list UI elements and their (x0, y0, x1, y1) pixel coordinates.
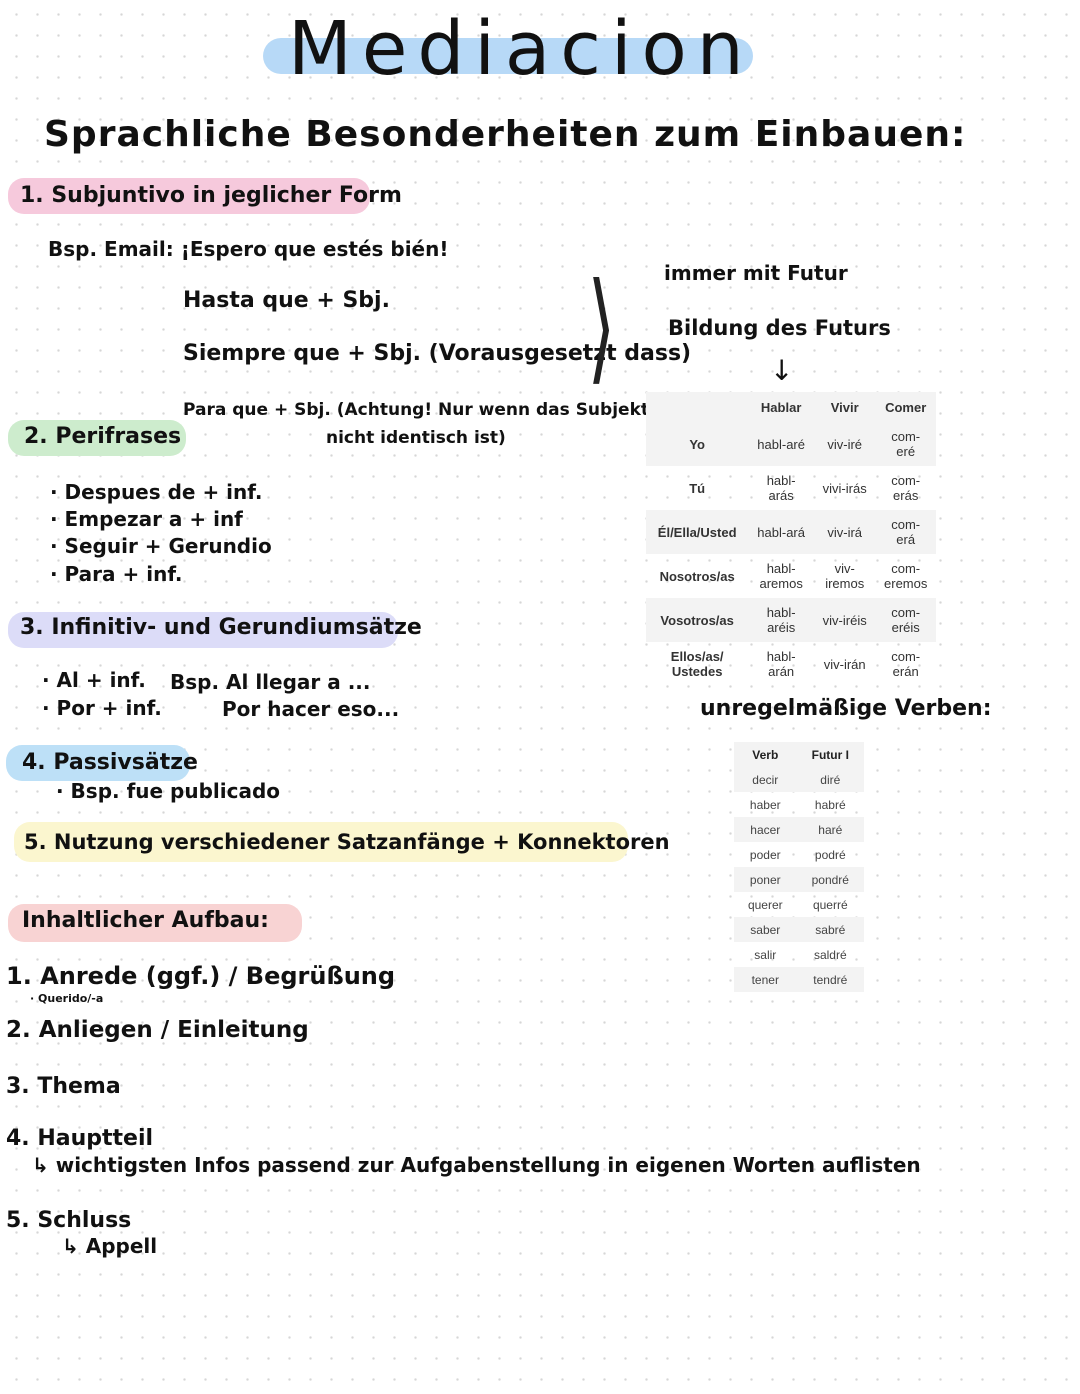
section1-item: nicht identisch ist) (326, 428, 506, 448)
table-row (734, 842, 864, 867)
table-cell: com- eré (891, 429, 921, 459)
futur-note: immer mit Futur (664, 261, 848, 285)
row-header: Ellos/as/ Ustedes (670, 649, 724, 679)
section5-heading: 5. Nutzung verschiedener Satzanfänge + Konnektoren (24, 830, 670, 854)
table-cell: podré (814, 847, 846, 862)
table-cell: viv-iréis (822, 612, 867, 628)
table-cell: habl- arán (766, 649, 796, 679)
table-cell: com- erás (891, 473, 921, 503)
table-cell: viv-iré (827, 436, 863, 452)
section3-heading: 3. Infinitiv- und Gerundiumsätze (20, 615, 422, 640)
table-cell: diré (820, 772, 841, 787)
section1-item: Hasta que + Sbj. (183, 288, 390, 313)
table-row (734, 867, 864, 892)
table-row (646, 598, 936, 642)
section2-item: · Seguir + Gerundio (50, 534, 272, 558)
table-cell: tener (751, 972, 779, 987)
table-cell: com- eremos (884, 561, 928, 591)
structure-note: ↳ wichtigsten Infos passend zur Aufgabenstellung in eigenen Worten auflisten (32, 1153, 921, 1177)
row-header: Vosotros/as (660, 612, 734, 628)
table-header: Verb (752, 747, 779, 762)
table-cell: hacer (750, 822, 781, 837)
table-row (734, 917, 864, 942)
table-header: Hablar (760, 399, 802, 415)
table-row (646, 422, 936, 466)
subtitle: Sprachliche Besonderheiten zum Einbauen: (44, 114, 967, 155)
table-cell: saber (750, 922, 781, 937)
table-cell: viv- iremos (825, 561, 865, 591)
table-cell: com- erán (891, 649, 921, 679)
structure-item: 5. Schluss (6, 1208, 132, 1233)
table-header: Vivir (830, 399, 859, 415)
table-cell: pondré (811, 872, 849, 887)
section1-item: Siempre que + Sbj. (Vorausgesetzt dass) (183, 341, 692, 366)
table-cell: vivi-irás (822, 480, 867, 496)
table-row (734, 892, 864, 917)
table-cell: decir (752, 772, 779, 787)
table-cell: sabré (815, 922, 846, 937)
table-row (734, 817, 864, 842)
down-arrow-icon: ↓ (770, 354, 794, 387)
table-row (734, 792, 864, 817)
table-cell: querer (747, 897, 783, 912)
section3-item: · Al + inf. (42, 668, 146, 692)
table-cell: querré (812, 897, 848, 912)
structure-item: 3. Thema (6, 1074, 121, 1099)
structure-note: ↳ Appell (62, 1234, 158, 1258)
table-cell: haber (749, 797, 781, 812)
section4-heading: 4. Passivsätze (22, 750, 198, 775)
irregular-table (734, 742, 864, 992)
section1-example: Bsp. Email: ¡Espero que estés bién! (48, 237, 449, 261)
table-cell: saldré (813, 947, 847, 962)
table-row (646, 510, 936, 554)
table-cell: tendré (813, 972, 848, 987)
page-title: Mediacion (288, 6, 754, 92)
futur-heading: Bildung des Futurs (668, 316, 891, 340)
structure-item: 4. Hauptteil (6, 1126, 154, 1151)
table-cell: haré (818, 822, 843, 837)
table-row (646, 466, 936, 510)
section1-item: Para que + Sbj. (Achtung! Nur wenn das Subjekt (183, 400, 649, 420)
section3-example: Por hacer eso... (222, 697, 400, 721)
irregular-heading: unregelmäßige Verben: (700, 696, 992, 721)
table-row (646, 554, 936, 598)
section2-item: · Despues de + inf. (50, 480, 263, 504)
table-cell: habl-ará (757, 524, 805, 540)
futur-table (646, 392, 936, 686)
table-cell: com- erá (891, 517, 921, 547)
structure-item: 2. Anliegen / Einleitung (6, 1017, 309, 1043)
table-cell: poner (749, 872, 781, 887)
row-header: Tú (689, 480, 706, 496)
table-cell: habl- arás (766, 473, 796, 503)
row-header: Nosotros/as (659, 568, 735, 584)
table-cell: habl- aremos (759, 561, 803, 591)
table-cell: poder (749, 847, 781, 862)
table-cell: viv-irá (827, 524, 863, 540)
section2-item: · Para + inf. (50, 562, 183, 586)
structure-item: 1. Anrede (ggf.) / Begrüßung (6, 962, 396, 990)
section2-item: · Empezar a + inf (50, 507, 243, 531)
table-header: Futur I (811, 747, 849, 762)
structure-heading: Inhaltlicher Aufbau: (22, 908, 269, 933)
section1-heading: 1. Subjuntivo in jeglicher Form (20, 183, 402, 208)
table-row (734, 942, 864, 967)
table-cell: com- eréis (891, 605, 921, 635)
row-header: Él/Ella/Usted (657, 524, 737, 540)
table-row (734, 967, 864, 992)
bracket-symbol: ⟩ (587, 258, 616, 397)
table-header: Comer (885, 399, 927, 415)
section4-example: · Bsp. fue publicado (56, 779, 281, 803)
section3-example: Bsp. Al llegar a ... (170, 670, 371, 694)
structure-note: · Querido/-a (30, 992, 104, 1005)
table-header (646, 392, 748, 422)
table-cell: habré (814, 797, 846, 812)
row-header: Yo (689, 436, 705, 452)
table-cell: habl- aréis (766, 605, 796, 635)
table-row (734, 767, 864, 792)
table-row (646, 642, 936, 686)
section2-heading: 2. Perifrases (24, 424, 182, 449)
table-cell: salir (754, 947, 777, 962)
section3-item: · Por + inf. (42, 696, 162, 720)
table-cell: habl-aré (757, 436, 805, 452)
table-cell: viv-irán (823, 656, 866, 672)
